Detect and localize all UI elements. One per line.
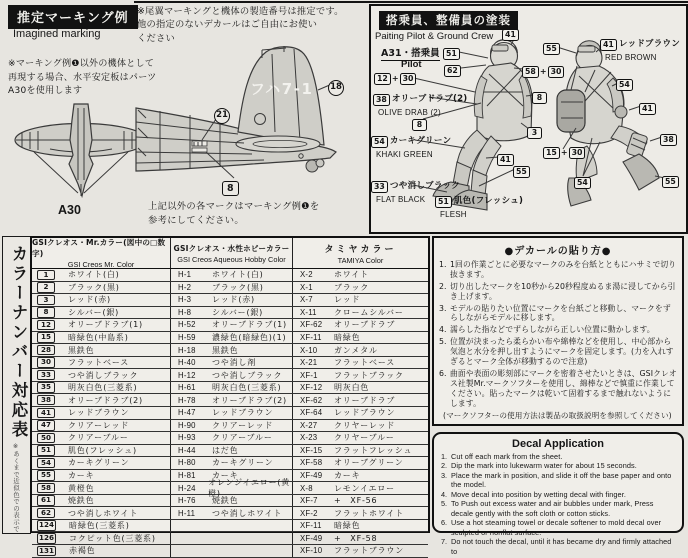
paint-color-name-en: RED BROWN (605, 52, 657, 62)
paint-number-box: 12 (374, 73, 391, 85)
tamiya-number: XF-10 (300, 546, 323, 556)
header-aqueous-color-en: GSI Creos Aqueous Hobby Color (177, 254, 286, 264)
mr-color-number: 58 (37, 483, 55, 494)
paint-callout (574, 176, 591, 189)
mr-color-number: 3 (37, 295, 55, 306)
mr-color-number: 28 (37, 345, 55, 356)
color-table-vertical-title: カラーナンバー対応表 (9, 245, 28, 440)
table-row (32, 394, 428, 407)
paint-color-name-jp: つや消しブラック (389, 181, 461, 191)
aqueous-name: 明灰白色(三菱系) (212, 383, 282, 393)
paint-callout (443, 47, 460, 60)
aqueous-name: オリーブドラブ(1) (212, 320, 287, 330)
tamiya-name: 暗緑色 (334, 521, 361, 531)
aqueous-number: H-78 (178, 395, 196, 405)
mr-color-number: 12 (37, 320, 55, 331)
aqueous-number: H-8 (178, 307, 192, 317)
mr-color-name: クリアーレッド (68, 420, 130, 430)
paint-color-name-jp: オリーブドラブ(2) (391, 94, 468, 104)
aqueous-name: 焼鉄色 (212, 496, 239, 506)
tamiya-name: クロームシルバー (334, 307, 404, 317)
crew-painting-subtitle: Paiting Pilot & Ground Crew (375, 31, 494, 42)
paint-callout (502, 28, 519, 41)
mr-color-name: オリーブドラブ(1) (68, 320, 143, 330)
color-conversion-table (30, 236, 430, 556)
stabilizer-part-label: A30 (58, 203, 81, 217)
aqueous-name: カーキグリーン (212, 458, 274, 468)
tamiya-number: XF-15 (300, 445, 323, 455)
mr-color-name: 暗緑色(三菱系) (69, 521, 130, 531)
table-row (32, 294, 428, 307)
tamiya-name: オリーブグリーン (334, 458, 404, 468)
aqueous-number: H-93 (178, 433, 196, 443)
mr-color-number: 126 (39, 533, 55, 542)
paint-number-callout: 8 (222, 176, 239, 196)
tamiya-name: フラットブラック (334, 370, 404, 380)
mr-color-name: 黄橙色 (68, 483, 95, 493)
header-tamiya-color-en: TAMIYA Color (337, 255, 384, 265)
header-tamiya-color-jp: タミヤカラー (324, 244, 397, 255)
aqueous-name: つや消しブラック (212, 370, 283, 380)
color-table-body (32, 269, 428, 558)
aqueous-number: H-1 (178, 270, 192, 280)
paint-callout (497, 153, 514, 166)
color-table-vertical-note: ※あくまで近似色での表示で (12, 443, 19, 533)
tamiya-number: X-2 (300, 270, 313, 280)
paint-callout (660, 133, 677, 146)
decal-number-callout: 18 (328, 74, 344, 96)
aqueous-name: オリーブドラブ(2) (212, 395, 287, 405)
mr-color-number: 47 (37, 420, 55, 431)
paint-number-box: 38 (660, 134, 677, 146)
instruction-item: 1. Cut off each mark from the sheet. (441, 452, 563, 461)
tail-caption: 上記以外の各マークはマーキング例❶を 参考にしてください。 (148, 201, 320, 226)
decal-en-title: Decal Application (512, 438, 604, 450)
mr-color-name: クリアーブルー (68, 433, 129, 443)
paint-number-box: 54 (616, 79, 633, 91)
tamiya-name: カーキ (334, 471, 361, 481)
paint-number-box: 38 (373, 94, 390, 106)
mr-color-name: 焼鉄色 (68, 496, 95, 506)
paint-callout (600, 38, 680, 63)
paint-number-box: 30 (569, 147, 586, 159)
tamiya-name: オリーブドラブ (334, 395, 396, 405)
decal-jp-footnote: (マークソフターの使用方法は製品の取扱説明を参照してください) (443, 411, 672, 421)
header-mr-color-en: GSI Creos Mr. Color (67, 260, 135, 269)
decal-en-list (441, 452, 675, 556)
aqueous-name: オレンジイエロー(黄橙) (208, 478, 291, 499)
tamiya-name: フラットフレッシュ (334, 445, 413, 455)
tamiya-number: XF-7 (300, 496, 318, 506)
tamiya-name: + XF-56 (334, 496, 378, 506)
paint-callout (527, 126, 542, 139)
aqueous-number: H-80 (178, 458, 196, 468)
aqueous-number: H-44 (178, 445, 196, 455)
tamiya-number: X-27 (300, 420, 318, 430)
mr-color-number: 15 (37, 332, 55, 343)
paint-number-box: 55 (513, 166, 530, 178)
tamiya-name: + XF-58 (334, 533, 378, 543)
mr-color-name: シルバー(銀) (68, 307, 120, 317)
mr-color-number: 131 (39, 545, 55, 555)
aqueous-name: クリアーブルー (212, 433, 273, 443)
tamiya-number: XF-11 (300, 521, 322, 531)
table-row (32, 382, 428, 395)
tamiya-number: XF-58 (300, 458, 323, 468)
table-row (32, 445, 428, 458)
aqueous-number: H-18 (178, 345, 196, 355)
tamiya-number: X-10 (300, 345, 318, 355)
paint-callout: 15 + 30 (543, 146, 585, 159)
mr-color-name: ホワイト(白) (68, 270, 120, 280)
aqueous-name: クリアーレッド (212, 420, 274, 430)
tamiya-number: XF-12 (300, 383, 323, 393)
mr-color-number: 124 (39, 520, 55, 530)
mr-color-name: コクピット色(三菱系) (69, 533, 156, 543)
tamiya-name: レモンイエロー (334, 483, 395, 493)
tamiya-number: XF-1 (300, 370, 318, 380)
paint-number-box: 54 (371, 136, 388, 148)
top-divider-line (134, 1, 688, 3)
table-row (32, 407, 428, 420)
mr-color-name: 明灰白色(三菱系) (68, 383, 138, 393)
instruction-item: 6. 曲面や表面の彫刻部にマークを密着させたいときは、GSIクレオス社製Mr.マークソフターを使用し、綿棒などで慎重に作業してください。貼ったマークは乾いて固着するまで触れないようにします。 (439, 368, 677, 408)
paint-callout: 12 + 30 (374, 72, 416, 85)
mr-color-number: 35 (37, 382, 55, 393)
instruction-item: 2. 切り出したマークを10秒から20秒程度ぬるま湯に浸してから引き上げます。 (439, 281, 676, 301)
tamiya-name: ホワイト (334, 270, 369, 280)
mr-color-name: 肌色(フレッシュ) (68, 445, 137, 455)
paint-color-name-en: FLESH (440, 209, 467, 219)
imagined-marking-title: 推定マーキング例 (8, 5, 138, 29)
paint-color-name-jp: レッドブラウン (618, 39, 681, 49)
decal-instructions-en (432, 432, 684, 556)
tamiya-name: オリーブドラブ (334, 320, 396, 330)
paint-callout (444, 64, 461, 77)
mr-color-name: 暗緑色(中島系) (68, 333, 129, 342)
paint-number-box: 3 (527, 127, 542, 139)
aqueous-number: H-24 (178, 483, 196, 493)
mr-color-number: 2 (37, 282, 55, 293)
paint-number-box: 55 (543, 43, 560, 55)
aqueous-number: H-76 (178, 496, 196, 506)
aqueous-name: 濃緑色(暗緑色)(1) (212, 333, 287, 342)
paint-number-box: 41 (502, 29, 519, 41)
aqueous-number: H-3 (178, 295, 192, 305)
paint-callout (373, 93, 467, 118)
paint-color-name-jp: カーキグリーン (389, 136, 452, 146)
instruction-item: 2. Dip the mark into lukewarm water for about 15 seconds. (441, 461, 637, 471)
tamiya-number: XF-49 (300, 471, 323, 481)
table-row (32, 457, 428, 470)
mr-color-number: 61 (37, 495, 55, 506)
crew-painting-section (369, 4, 688, 234)
paint-number-box: 41 (497, 154, 514, 166)
mr-color-number: 62 (37, 508, 55, 519)
crew-painting-title: 搭乗員、整備員の塗装 (379, 11, 518, 30)
tamiya-name: ガンメタル (334, 345, 378, 355)
mr-color-name: レッドブラウン (68, 408, 130, 418)
mr-color-number: 51 (37, 445, 55, 456)
header-mr-color-jp: GSIクレオス・Mr.カラー(図中の□数字) (32, 238, 166, 258)
tail-illustration (134, 42, 374, 202)
imagined-marking-subtitle: Imagined marking (13, 28, 101, 40)
tamiya-name: クリヤーブルー (334, 433, 395, 443)
instruction-item: 7. Do not touch the decal, until it has became dry and firmly attached to (441, 537, 672, 556)
aqueous-name: カーキ (212, 471, 239, 481)
table-row (32, 507, 428, 520)
aqueous-number: H-90 (178, 420, 196, 430)
instruction-item: 6. Use a hot steaming towel or decale softener to mold decal over sculpted or nonflat surface. (441, 518, 662, 537)
instruction-item: 3. Place the mark in position, and slide it off the base paper and onto the model. (441, 470, 672, 490)
mr-color-number: 41 (37, 408, 55, 419)
aqueous-number: H-61 (178, 383, 196, 393)
tamiya-number: XF-49 (300, 533, 323, 543)
table-row (32, 478, 428, 499)
mr-color-name: レッド(赤) (68, 295, 111, 305)
tamiya-number: XF-2 (300, 508, 318, 518)
table-row (32, 344, 428, 357)
aqueous-name: ホワイト(白) (212, 270, 264, 280)
aqueous-name: はだ色 (212, 445, 239, 455)
tamiya-number: X-7 (300, 295, 313, 305)
tamiya-name: フラットベース (334, 358, 396, 368)
mr-color-number: 50 (37, 433, 55, 444)
table-row (32, 319, 428, 332)
paint-callout (513, 165, 530, 178)
mr-color-name: つや消しブラック (68, 370, 139, 380)
instruction-item: 5. To Push out excess water and air bubbles under mark, Press decale gently with the soft cloth or cotton sticks. (441, 499, 654, 518)
paint-number-box: 30 (400, 73, 417, 85)
instruction-item: 4. Move decal into position by wetting decal with finger. (441, 489, 626, 499)
tamiya-number: XF-64 (300, 408, 323, 418)
mr-color-name: 赤褐色 (69, 546, 96, 556)
aqueous-number: H-40 (178, 358, 196, 368)
mr-color-number: 33 (37, 370, 55, 381)
pilot-figure-sublabel: Pilot (401, 59, 422, 70)
header-mr-color (32, 238, 171, 268)
paint-callout (543, 42, 560, 55)
mr-color-number: 1 (37, 270, 55, 281)
tamiya-name: フラットホワイト (334, 508, 404, 518)
aqueous-number: H-52 (178, 320, 196, 330)
table-row (32, 432, 428, 445)
header-aqueous-color-jp: GSIクレオス・水性ホビーカラー (173, 243, 290, 253)
paint-callout (662, 175, 679, 188)
decal-jp-title: ●デカールの貼り方● (504, 246, 612, 257)
mr-color-number: 54 (37, 458, 55, 469)
mr-color-name: ブラック(黒) (68, 282, 120, 292)
decal-jp-list (439, 260, 677, 408)
tamiya-number: X-21 (300, 358, 318, 368)
tamiya-name: レッドブラウン (334, 408, 396, 418)
paint-color-name-jp: 肌色(フレッシュ) (453, 196, 524, 206)
aqueous-name: 黒鉄色 (212, 345, 239, 355)
paint-number-box: 33 (371, 181, 388, 193)
paint-number-box: 54 (574, 177, 591, 189)
tamiya-name: レッド (334, 295, 361, 305)
paint-number-box: 8 (532, 92, 547, 104)
aqueous-name: レッドブラウン (212, 408, 274, 418)
paint-number-box: 41 (600, 39, 617, 51)
paint-color-name-en: OLIVE DRAB (2) (378, 107, 441, 117)
table-row (32, 545, 428, 558)
tamiya-name: フラットブラウン (334, 546, 404, 556)
paint-callout (616, 78, 633, 91)
paint-callout (532, 91, 547, 104)
paint-callout (435, 195, 523, 220)
tamiya-name: クリヤーレッド (334, 420, 396, 430)
paint-number-box: 51 (435, 196, 452, 208)
pilot-figure-label: A31・搭乗員 (381, 45, 440, 61)
aqueous-name: ブラック(黒) (212, 282, 264, 292)
stabilizer-parts-note: ※マーキング例❶以外の機体として 再現する場合、水平安定板はパーツ A30を使用します (8, 59, 157, 96)
paint-number-box: 58 (522, 66, 539, 78)
decal-instructions-jp (432, 236, 684, 426)
paint-callout: 58 + 30 (522, 65, 564, 78)
table-row (32, 282, 428, 295)
table-row (32, 532, 428, 545)
tamiya-name: 明灰白色 (334, 383, 370, 393)
table-row (32, 357, 428, 370)
paint-number-box: 8 (412, 119, 427, 131)
mr-color-name: カーキ (68, 471, 95, 481)
table-row (32, 520, 428, 533)
mr-color-name: オリーブドラブ(2) (68, 395, 143, 405)
paint-number-box: 62 (444, 65, 461, 77)
aqueous-number: H-81 (178, 471, 196, 481)
tamiya-number: XF-62 (300, 395, 323, 405)
aqueous-number: H-2 (178, 282, 192, 292)
paint-number-box: 15 (543, 147, 560, 159)
mr-color-number: 30 (37, 357, 55, 368)
aqueous-number: H-12 (178, 370, 196, 380)
aqueous-name: レッド(赤) (212, 295, 255, 305)
tamiya-name: ブラック (334, 282, 370, 292)
tamiya-number: X-1 (300, 282, 313, 292)
table-row (32, 269, 428, 282)
paint-color-name-en: FLAT BLACK (376, 194, 426, 204)
table-row (32, 420, 428, 433)
header-aqueous-color (171, 238, 293, 268)
color-table-header (32, 238, 428, 269)
paint-number-box: 30 (548, 66, 565, 78)
table-row (32, 332, 428, 345)
tamiya-number: X-8 (300, 483, 313, 493)
mr-color-number: 38 (37, 395, 55, 406)
table-row (32, 369, 428, 382)
aqueous-number: H-59 (178, 333, 196, 342)
mr-color-name: フラットベース (68, 358, 130, 368)
tail-marking-note: ※尾翼マーキングと機体の製造番号は推定です。 他の指定のないデカールはご自由にお使い ください (137, 6, 344, 44)
tamiya-name: 暗緑色 (334, 333, 361, 342)
instruction-item: 4. 濡らした指などでずらしながら正しい位置に動かします。 (439, 325, 655, 335)
aqueous-name: シルバー(銀) (212, 307, 264, 317)
tamiya-number: X-23 (300, 433, 318, 443)
instruction-item: 3. モデルの貼りたい位置にマークを台紙ごと移動し、マークをずらしながらモデルに移します。 (439, 303, 671, 323)
mr-color-name: つや消しホワイト (68, 508, 139, 518)
tail-code-text: フハ7-1 (250, 80, 314, 98)
paint-number-box: 51 (443, 48, 460, 60)
paint-number-box: 55 (662, 176, 679, 188)
paint-number-box: 41 (639, 103, 656, 115)
tamiya-number: XF-62 (300, 320, 323, 330)
aqueous-name: つや消し剤 (212, 358, 256, 368)
header-tamiya-color (293, 238, 428, 268)
tamiya-number: XF-11 (300, 333, 322, 342)
table-row (32, 307, 428, 320)
aqueous-number: H-11 (178, 508, 196, 518)
paint-callout (412, 118, 427, 131)
mr-color-number: 8 (37, 307, 55, 318)
mr-color-name: カーキグリーン (68, 458, 130, 468)
aqueous-number: H-47 (178, 408, 196, 418)
decal-number-callout: 21 (214, 102, 230, 124)
paint-color-name-en: KHAKI GREEN (376, 149, 433, 159)
color-table-side-label (2, 236, 31, 534)
instruction-item: 5. 位置が決まったら柔らかい布や綿棒などを使用し、中心部から気泡と水分を押し出すようにマークを固定します。(力を入れすぎるとマーク全体が移動するので注意) (439, 337, 674, 367)
mr-color-number: 55 (37, 470, 55, 481)
tamiya-number: X-11 (300, 307, 317, 317)
mr-color-name: 黒鉄色 (68, 345, 95, 355)
paint-callout (639, 102, 656, 115)
aqueous-name: つや消しホワイト (212, 508, 283, 518)
paint-callout (371, 135, 451, 160)
instruction-item: 1. 1回の作業ごとに必要なマークのみを台紙とともにハサミで切り抜きます。 (439, 260, 677, 279)
table-row (32, 495, 428, 508)
